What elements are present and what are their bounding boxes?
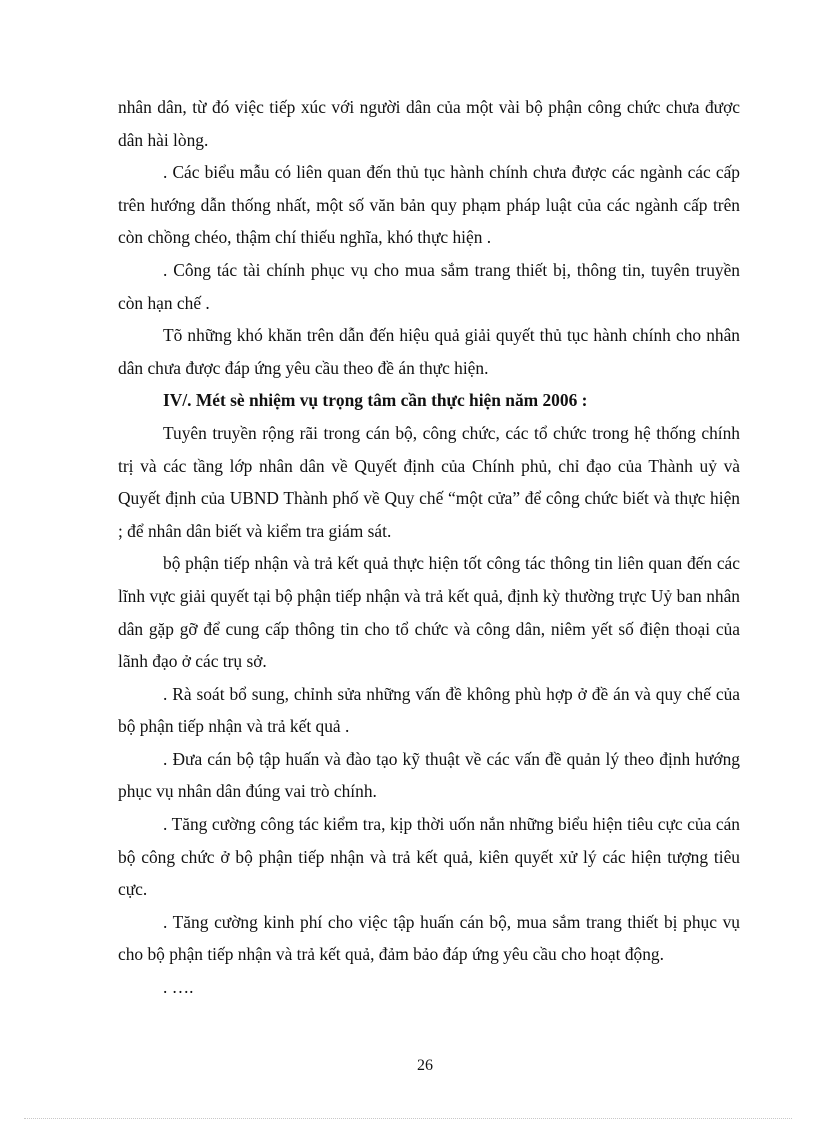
paragraph-forms-issue: . Các biểu mẫu có liên quan đến thủ tục hành chính chưa được các ngành các cấp trên hướng dẫn thống nhất, một số văn bản quy phạm pháp luật của các ngành cấp trên còn chồng chéo, thậm chí thiếu nghĩa, khó thực hiện . [118, 162, 740, 248]
paragraph-funding: . Tăng cường kinh phí cho việc tập huấn cán bộ, mua sắm trang thiết bị phục vụ cho bộ phận tiếp nhận và trả kết quả, đảm bảo đáp ứng yêu cầu cho hoạt động. [118, 911, 740, 965]
paragraph-propaganda: Tuyên truyền rộng rãi trong cán bộ, công chức, các tổ chức trong hệ thống chính trị và các tầng lớp nhân dân về Quyết định của Chính phủ, chỉ đạo của Thành uỷ và Quyết định của UBND Thành phố về Quy chế “một cửa” để công chức biết và thực hiện ; để nhân dân biết và kiểm tra giám sát. [118, 422, 740, 541]
paragraph-training: . Đưa cán bộ tập huấn và đào tạo kỹ thuật về các vấn đề quản lý theo định hướng phục vụ nhân dân đúng vai trò chính. [118, 748, 740, 802]
paragraph-continuation: nhân dân, từ đó việc tiếp xúc với người dân của một vài bộ phận công chức chưa được dân hài lòng. [118, 97, 740, 150]
paragraph-inspection: . Tăng cường công tác kiểm tra, kịp thời uốn nắn những biểu hiện tiêu cực của cán bộ công chức ở bộ phận tiếp nhận và trả kết quả, kiên quyết xử lý các hiện tượng tiêu cực. [118, 814, 740, 900]
paragraph-review-revise: . Rà soát bổ sung, chỉnh sửa những vấn đề không phù hợp ở đề án và quy chế của bộ phận tiếp nhận và trả kết quả . [118, 683, 740, 737]
paragraph-difficulties-summary: Tõ những khó khăn trên dẫn đến hiệu quả giải quyết thủ tục hành chính cho nhân dân chưa được đáp ứng yêu cầu theo đề án thực hiện. [118, 325, 740, 378]
page-bottom-divider [24, 1118, 792, 1119]
paragraph-ellipsis: . …. [163, 977, 194, 998]
page-number: 26 [417, 1057, 433, 1074]
paragraph-information-work: bộ phận tiếp nhận và trả kết quả thực hiện tốt công tác thông tin liên quan đến các lĩnh vực giải quyết tại bộ phận tiếp nhận và trả kết quả, định kỳ thường trực Uỷ ban nhân dân gặp gỡ để cung cấp thông tin cho tổ chức và công dân, niêm yết số điện thoại của lãnh đạo ở các trụ sở. [118, 553, 740, 672]
paragraph-finance-issue: . Công tác tài chính phục vụ cho mua sắm trang thiết bị, thông tin, tuyên truyền còn hạn chế . [118, 259, 740, 313]
document-body [118, 91, 740, 1004]
section-heading: IV/. Mét sè nhiệm vụ trọng tâm cần thực hiện năm 2006 : [163, 390, 588, 411]
